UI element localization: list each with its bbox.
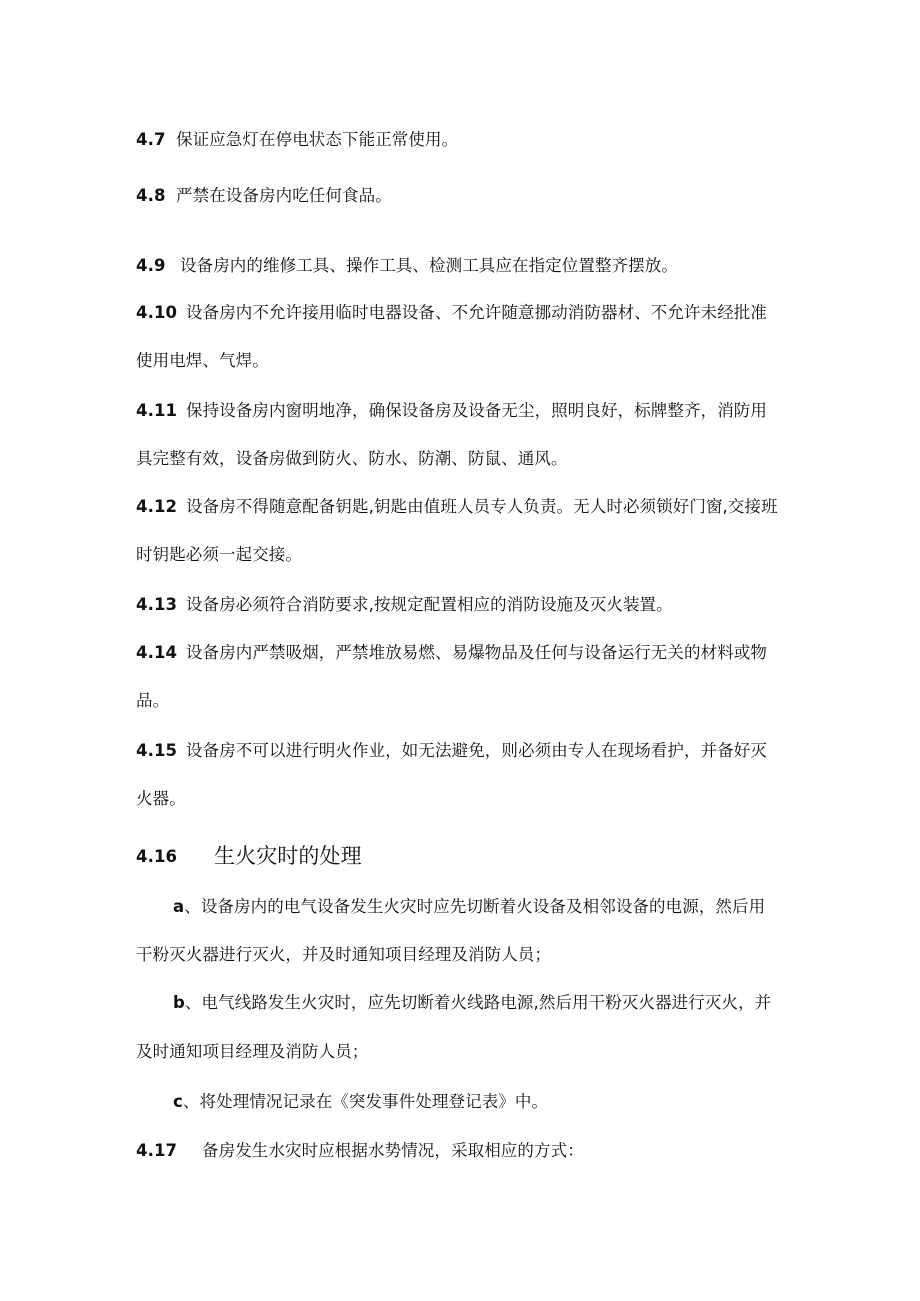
item-4-15-continued: 火器。 (136, 789, 186, 808)
item-number: 4.13 (136, 595, 178, 614)
item-text: 保持设备房内窗明地净，确保设备房及设备无尘，照明良好，标牌整齐，消防用 (186, 401, 767, 420)
item-number: 4.17 (136, 1141, 178, 1160)
item-number: 4.15 (136, 741, 178, 760)
item-text: 设备房必须符合消防要求,按规定配置相应的消防设施及灭火装置。 (186, 595, 673, 614)
section-number: 4.16 (136, 847, 178, 866)
sub-item-c (173, 1090, 784, 1114)
item-number: 4.8 (136, 186, 166, 205)
item-4-12-continued: 时钥匙必须一起交接。 (136, 545, 302, 564)
item-number: 4.9 (136, 256, 166, 275)
item-4-11 (136, 399, 784, 423)
item-4-14 (136, 641, 784, 665)
item-4-15 (136, 739, 784, 763)
item-number: 4.10 (136, 303, 178, 322)
item-4-17 (136, 1139, 784, 1163)
item-4-9 (136, 254, 784, 278)
section-4-16-heading (136, 841, 784, 872)
item-text: 设备房不得随意配备钥匙,钥匙由值班人员专人负责。无人时必须锁好门窗,交接班 (186, 497, 778, 516)
item-4-8 (136, 184, 784, 208)
sub-item-text: 、设备房内的电气设备发生火灾时应先切断着火设备及相邻设备的电源，然后用 (184, 897, 766, 916)
sub-item-letter: b (173, 993, 185, 1012)
item-4-14-continued: 品。 (136, 691, 170, 710)
sub-item-a (173, 895, 784, 919)
sub-item-letter: c (173, 1092, 183, 1111)
item-4-7 (136, 128, 784, 152)
item-text: 设备房内的维修工具、操作工具、检测工具应在指定位置整齐摆放。 (180, 256, 678, 275)
item-number: 4.14 (136, 643, 178, 662)
item-number: 4.12 (136, 497, 178, 516)
sub-item-a-continued: 干粉灭火器进行灭火，并及时通知项目经理及消防人员； (136, 945, 551, 964)
sub-item-b-continued: 及时通知项目经理及消防人员； (136, 1042, 369, 1061)
sub-item-text: 、将处理情况记录在《突发事件处理登记表》中。 (182, 1092, 549, 1111)
item-number: 4.11 (136, 401, 178, 420)
item-text: 设备房不可以进行明火作业，如无法避免，则必须由专人在现场看护，并备好灭 (186, 741, 767, 760)
item-4-10 (136, 301, 784, 325)
item-text: 设备房内不允许接用临时电器设备、不允许随意挪动消防器材、不允许未经批准 (186, 303, 767, 322)
sub-item-b (173, 991, 784, 1015)
item-number: 4.7 (136, 130, 166, 149)
item-4-10-continued: 使用电焊、气焊。 (136, 351, 269, 370)
item-text: 设备房内严禁吸烟，严禁堆放易燃、易爆物品及任何与设备运行无关的材料或物 (186, 643, 767, 662)
sub-item-letter: a (173, 897, 185, 916)
item-4-13 (136, 593, 784, 617)
sub-item-text: 、电气线路发生火灾时，应先切断着火线路电源,然后用干粉灭火器进行灭火，并 (184, 993, 772, 1012)
item-4-12 (136, 495, 784, 519)
item-text: 严禁在设备房内吃任何食品。 (176, 186, 392, 205)
section-title: 生火灾时的处理 (214, 844, 362, 868)
item-4-11-continued: 具完整有效，设备房做到防火、防水、防潮、防鼠、通风。 (136, 449, 568, 468)
item-text: 保证应急灯在停电状态下能正常使用。 (176, 130, 459, 149)
item-text: 备房发生水灾时应根据水势情况，采取相应的方式： (202, 1141, 584, 1160)
